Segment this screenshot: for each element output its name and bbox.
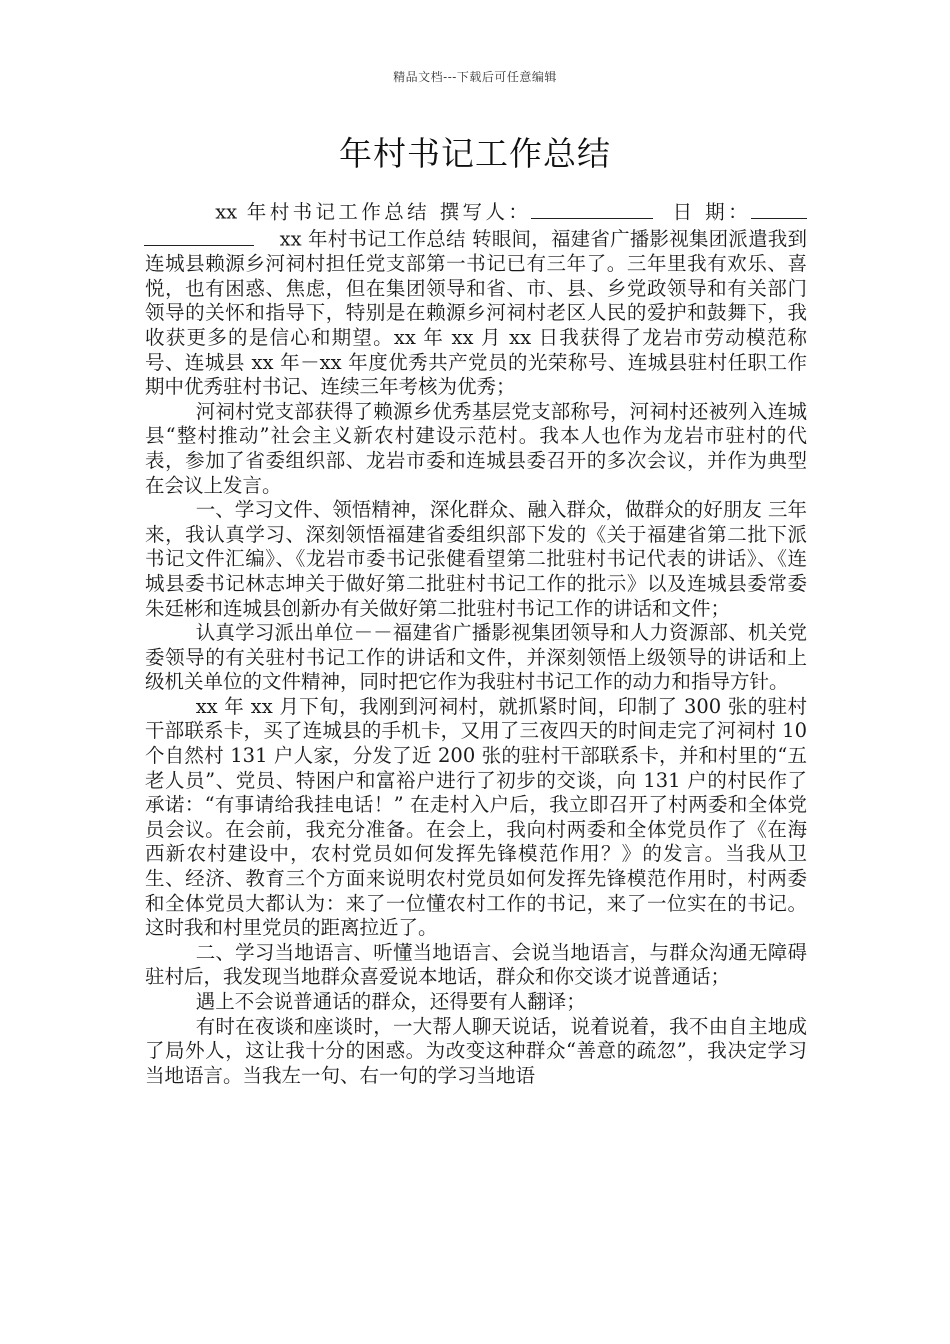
intro-text: xx 年村书记工作总结 转眼间，福建省广播影视集团派遣我到连城县赖源乡河祠村担任党支部第一书记已有三年了。三年里我有欢乐、喜悦，也有困惑、焦虑，但在集团领导和省、市、县、乡党政领导和有关部门领导的关怀和指导下，特别是在赖源乡河祠村老区人民的爱护和鼓舞下，我收获更多的是信心和期望。xx 年 xx 月 xx 日我获得了龙岩市劳动模范称号、连城县 xx 年－xx 年度优秀共产党员的光荣称号、连城县驻村任职工作期中优秀驻村书记、连续三年考核为优秀；	[145, 227, 807, 399]
date-label: 日 期：	[669, 200, 751, 224]
intro-paragraph	[145, 198, 807, 400]
date-blank	[751, 198, 807, 219]
document-body	[145, 198, 807, 1088]
paragraph-6: 遇上不会说普通话的群众，还得要有人翻译；	[195, 990, 586, 1013]
paragraph-1: 河祠村党支部获得了赖源乡优秀基层党支部称号，河祠村还被列入连城县“整村推动”社会主义新农村建设示范村。我本人也作为龙岩市驻村的代表，参加了省委组织部、龙岩市委和连城县委召开的多次会议，并作为典型在会议上发言。	[145, 399, 807, 497]
paragraph-4: xx 年 xx 月下旬，我刚到河祠村，就抓紧时间，印制了 300 张的驻村干部联系卡，买了连城县的手机卡，又用了三夜四天的时间走完了河祠村 10 个自然村 131 户人家，分发了近 200 张的驻村干部联系卡，并和村里的“五老人员”、党员、特困户和富裕户进行了初步的交谈，向 131 户的村民作了承诺：“有事请给我挂电话！” 在走村入户后，我立即召开了村两委和全体党员会议。在会前，我充分准备。在会上，我向村两委和全体党员作了《在海西新农村建设中，农村党员如何发挥先锋模范作用？》的发言。当我从卫生、经济、教育三个方面来说明农村党员如何发挥先锋模范作用时，村两委和全体党员大都认为：来了一位懂农村工作的书记，来了一位实在的书记。这时我和村里党员的距离拉近了。	[145, 694, 807, 940]
author-blank	[531, 198, 653, 219]
paragraph-5: 二、学习当地语言、听懂当地语言、会说当地语言，与群众沟通无障碍 驻村后，我发现当地群众喜爱说本地话，群众和你交谈才说普通话；	[145, 940, 807, 989]
intro-lead: xx 年村书记工作总结 撰写人：	[215, 200, 532, 224]
paragraph-3: 认真学习派出单位－－福建省广播影视集团领导和人力资源部、机关党委领导的有关驻村书记工作的讲话和文件，并深刻领悟上级领导的讲话和上级机关单位的文件精神，同时把它作为我驻村书记工作的动力和指导方针。	[145, 621, 807, 694]
header-note: 精品文档---下载后可任意编辑	[393, 70, 557, 84]
paragraph-2: 一、学习文件、领悟精神，深化群众、融入群众，做群众的好朋友 三年来，我认真学习、深刻领悟福建省委组织部下发的《关于福建省第二批下派书记文件汇编》、《龙岩市委书记张健看望第二批驻村书记代表的讲话》、《连城县委书记林志坤关于做好第二批驻村书记工作的批示》以及连城县委常委朱廷彬和连城县创新办有关做好第二批驻村书记工作的讲话和文件；	[145, 498, 807, 620]
paragraph-7: 有时在夜谈和座谈时，一大帮人聊天说话，说着说着，我不由自主地成了局外人，这让我十分的困惑。为改变这种群众“善意的疏忽”，我决定学习当地语言。当我左一句、右一句的学习当地语	[145, 1014, 807, 1087]
date-blank-continued	[144, 225, 254, 246]
page-title: 年村书记工作总结	[339, 134, 611, 173]
